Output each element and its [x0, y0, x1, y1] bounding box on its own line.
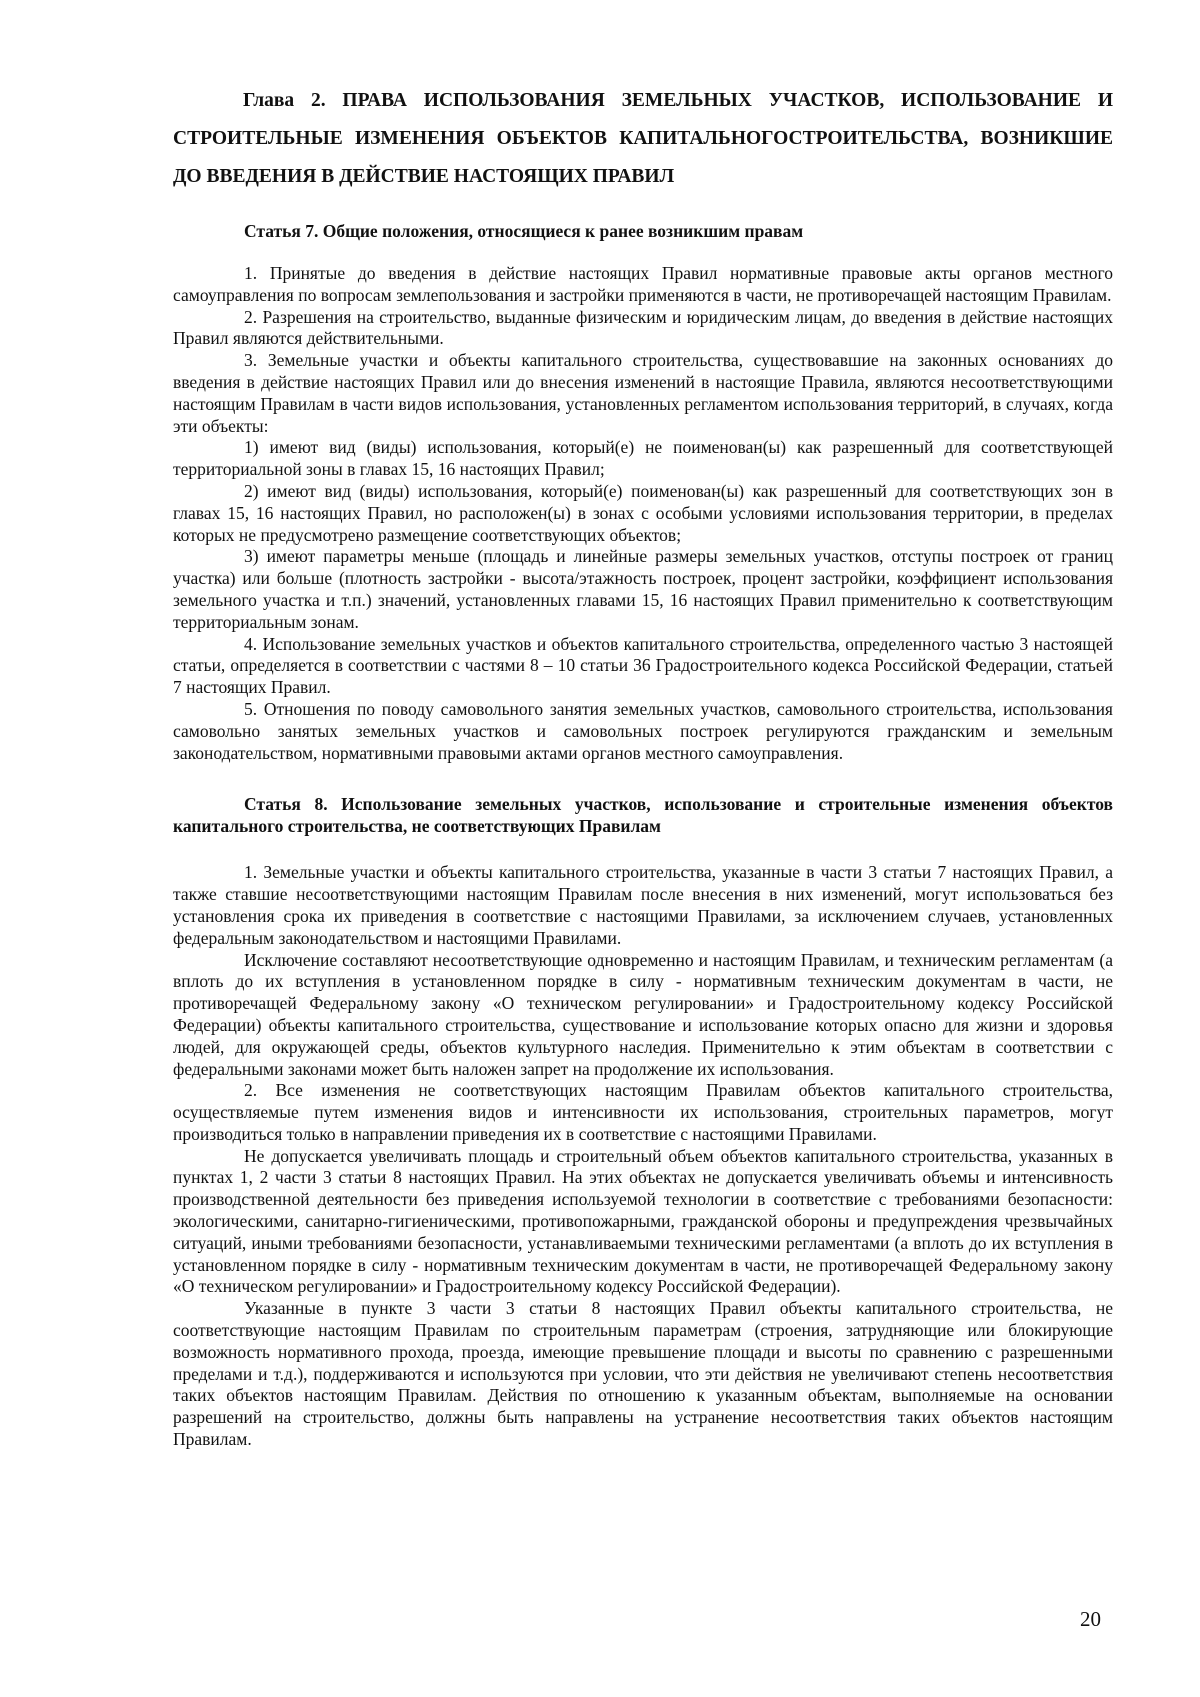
article-7-subitem-3: 3) имеют параметры меньше (площадь и линейные размеры земельных участков, отступы построек от границ участка) или больше (плотность застройки - высота/этажность построек, процент застройки, коэффициент использования земельного участка и т.п.) значений, установленных главами 15, 16 настоящих Правил применительно к соответствующим территориальным зонам. — [173, 546, 1113, 632]
page-number: 20 — [1080, 1607, 1101, 1631]
article-8-heading: Статья 8. Использование земельных участков, использование и строительные изменения объектов капитального строительства, не соответствующих Правилам — [173, 794, 1113, 837]
article-8-paragraph-exception: Исключение составляют несоответствующие одновременно и настоящим Правилам, и техническим регламентам (а вплоть до их вступления в установленном порядке в силу - нормативным техническим документам в части, не противоречащей Федеральному закону «О техническом регулировании» и Градостроительному кодексу Российской Федерации) объекты капитального строительства, существование и использование которых опасно для жизни и здоровья людей, для окружающей среды, объектов культурного наследия. Применительно к этим объектам в соответствии с федеральными законами может быть наложен запрет на продолжение их использования. — [173, 949, 1113, 1079]
article-7-subitem-1: 1) имеют вид (виды) использования, который(е) не поименован(ы) как разрешенный для соответствующей территориальной зоны в главах 15, 16 настоящих Правил; — [173, 437, 1113, 480]
article-8-paragraph-2: 2. Все изменения не соответствующих настоящим Правилам объектов капитального строительства, осуществляемые путем изменения видов и интенсивности их использования, строительных параметров, могут производиться только в направлении приведения их в соответствие с настоящими Правилами. — [173, 1080, 1113, 1144]
article-7-paragraph-5: 5. Отношения по поводу самовольного занятия земельных участков, самовольного строительства, использования самовольно занятых земельных участков и самовольных построек регулируются гражданским и земельным законодательством, нормативными правовыми актами органов местного самоуправления. — [173, 698, 1113, 763]
chapter-title: Глава 2. ПРАВА ИСПОЛЬЗОВАНИЯ ЗЕМЕЛЬНЫХ УЧАСТКОВ, ИСПОЛЬЗОВАНИЕ И СТРОИТЕЛЬНЫЕ ИЗМЕНЕНИЯ ОБЪЕКТОВ КАПИТАЛЬНОГОСТРОИТЕЛЬСТВА, ВОЗНИКШИЕ ДО ВВЕДЕНИЯ В ДЕЙСТВИЕ НАСТОЯЩИХ ПРАВИЛ — [173, 90, 1113, 187]
document-page — [173, 82, 1113, 1451]
article-7-heading: Статья 7. Общие положения, относящиеся к ранее возникшим правам — [244, 221, 804, 241]
article-7-paragraph-4: 4. Использование земельных участков и объектов капитального строительства, определенного частью 3 настоящей статьи, определяется в соответствии с частями 8 – 10 статьи 36 Градостроительного кодекса Российской Федерации, статьей 7 настоящих Правил. — [173, 633, 1113, 698]
article-8-paragraph-parameters: Указанные в пункте 3 части 3 статьи 8 настоящих Правил объекты капитального строительства, не соответствующие настоящим Правилам по строительным параметрам (строения, затрудняющие или блокирующие возможность нормативного прохода, проезда, имеющие превышение площади и высоты по сравнению с разрешенными пределами и т.д.), поддерживаются и используются при условии, что эти действия не увеличивают степень несоответствия таких объектов настоящим Правилам. Действия по отношению к указанным объектам, выполняемые на основании разрешений на строительство, должны быть направлены на устранение несоответствия таких объектов настоящим Правилам. — [173, 1298, 1113, 1450]
article-7-body — [173, 263, 1113, 764]
article-7-subitem-2: 2) имеют вид (виды) использования, который(е) поименован(ы) как разрешенный для соответствующих зон в главах 15, 16 настоящих Правил, но расположен(ы) в зонах с особыми условиями использования территории, в пределах которых не предусмотрено размещение соответствующих объектов; — [173, 480, 1113, 545]
article-7-paragraph-3: 3. Земельные участки и объекты капитального строительства, существовавшие на законных основаниях до введения в действие настоящих Правил или до внесения изменений в настоящие Правила, являются несоответствующими настоящим Правилам в части видов использования, установленных регламентом использования территорий, в случаях, когда эти объекты: — [173, 350, 1113, 436]
article-8-body — [173, 862, 1113, 1451]
article-7-paragraph-2: 2. Разрешения на строительство, выданные физическим и юридическим лицам, до введения в действие настоящих Правил являются действительными. — [173, 306, 1113, 349]
article-8-paragraph-1: 1. Земельные участки и объекты капитального строительства, указанные в части 3 статьи 7 настоящих Правил, а также ставшие несоответствующими настоящим Правилам после внесения в них изменений, могут использоваться без установления срока их приведения в соответствие с настоящими Правилами, за исключением случаев, установленных федеральным законодательством и настоящими Правилами. — [173, 862, 1113, 948]
article-8-paragraph-restrictions: Не допускается увеличивать площадь и строительный объем объектов капитального строительства, указанных в пунктах 1, 2 части 3 статьи 8 настоящих Правил. На этих объектах не допускается увеличивать объемы и интенсивность производственной деятельности без приведения используемой технологии в соответствие с требованиями безопасности: экологическими, санитарно-гигиеническими, противопожарными, гражданской обороны и предупреждения чрезвычайных ситуаций, иными требованиями безопасности, устанавливаемыми техническими регламентами (а вплоть до их вступления в установленном порядке в силу - нормативным техническим документам в части, не противоречащей Федеральному закону «О техническом регулировании» и Градостроительному кодексу Российской Федерации). — [173, 1145, 1113, 1297]
article-7-paragraph-1: 1. Принятые до введения в действие настоящих Правил нормативные правовые акты органов местного самоуправления по вопросам землепользования и застройки применяются в части, не противоречащей настоящим Правилам. — [173, 263, 1113, 305]
